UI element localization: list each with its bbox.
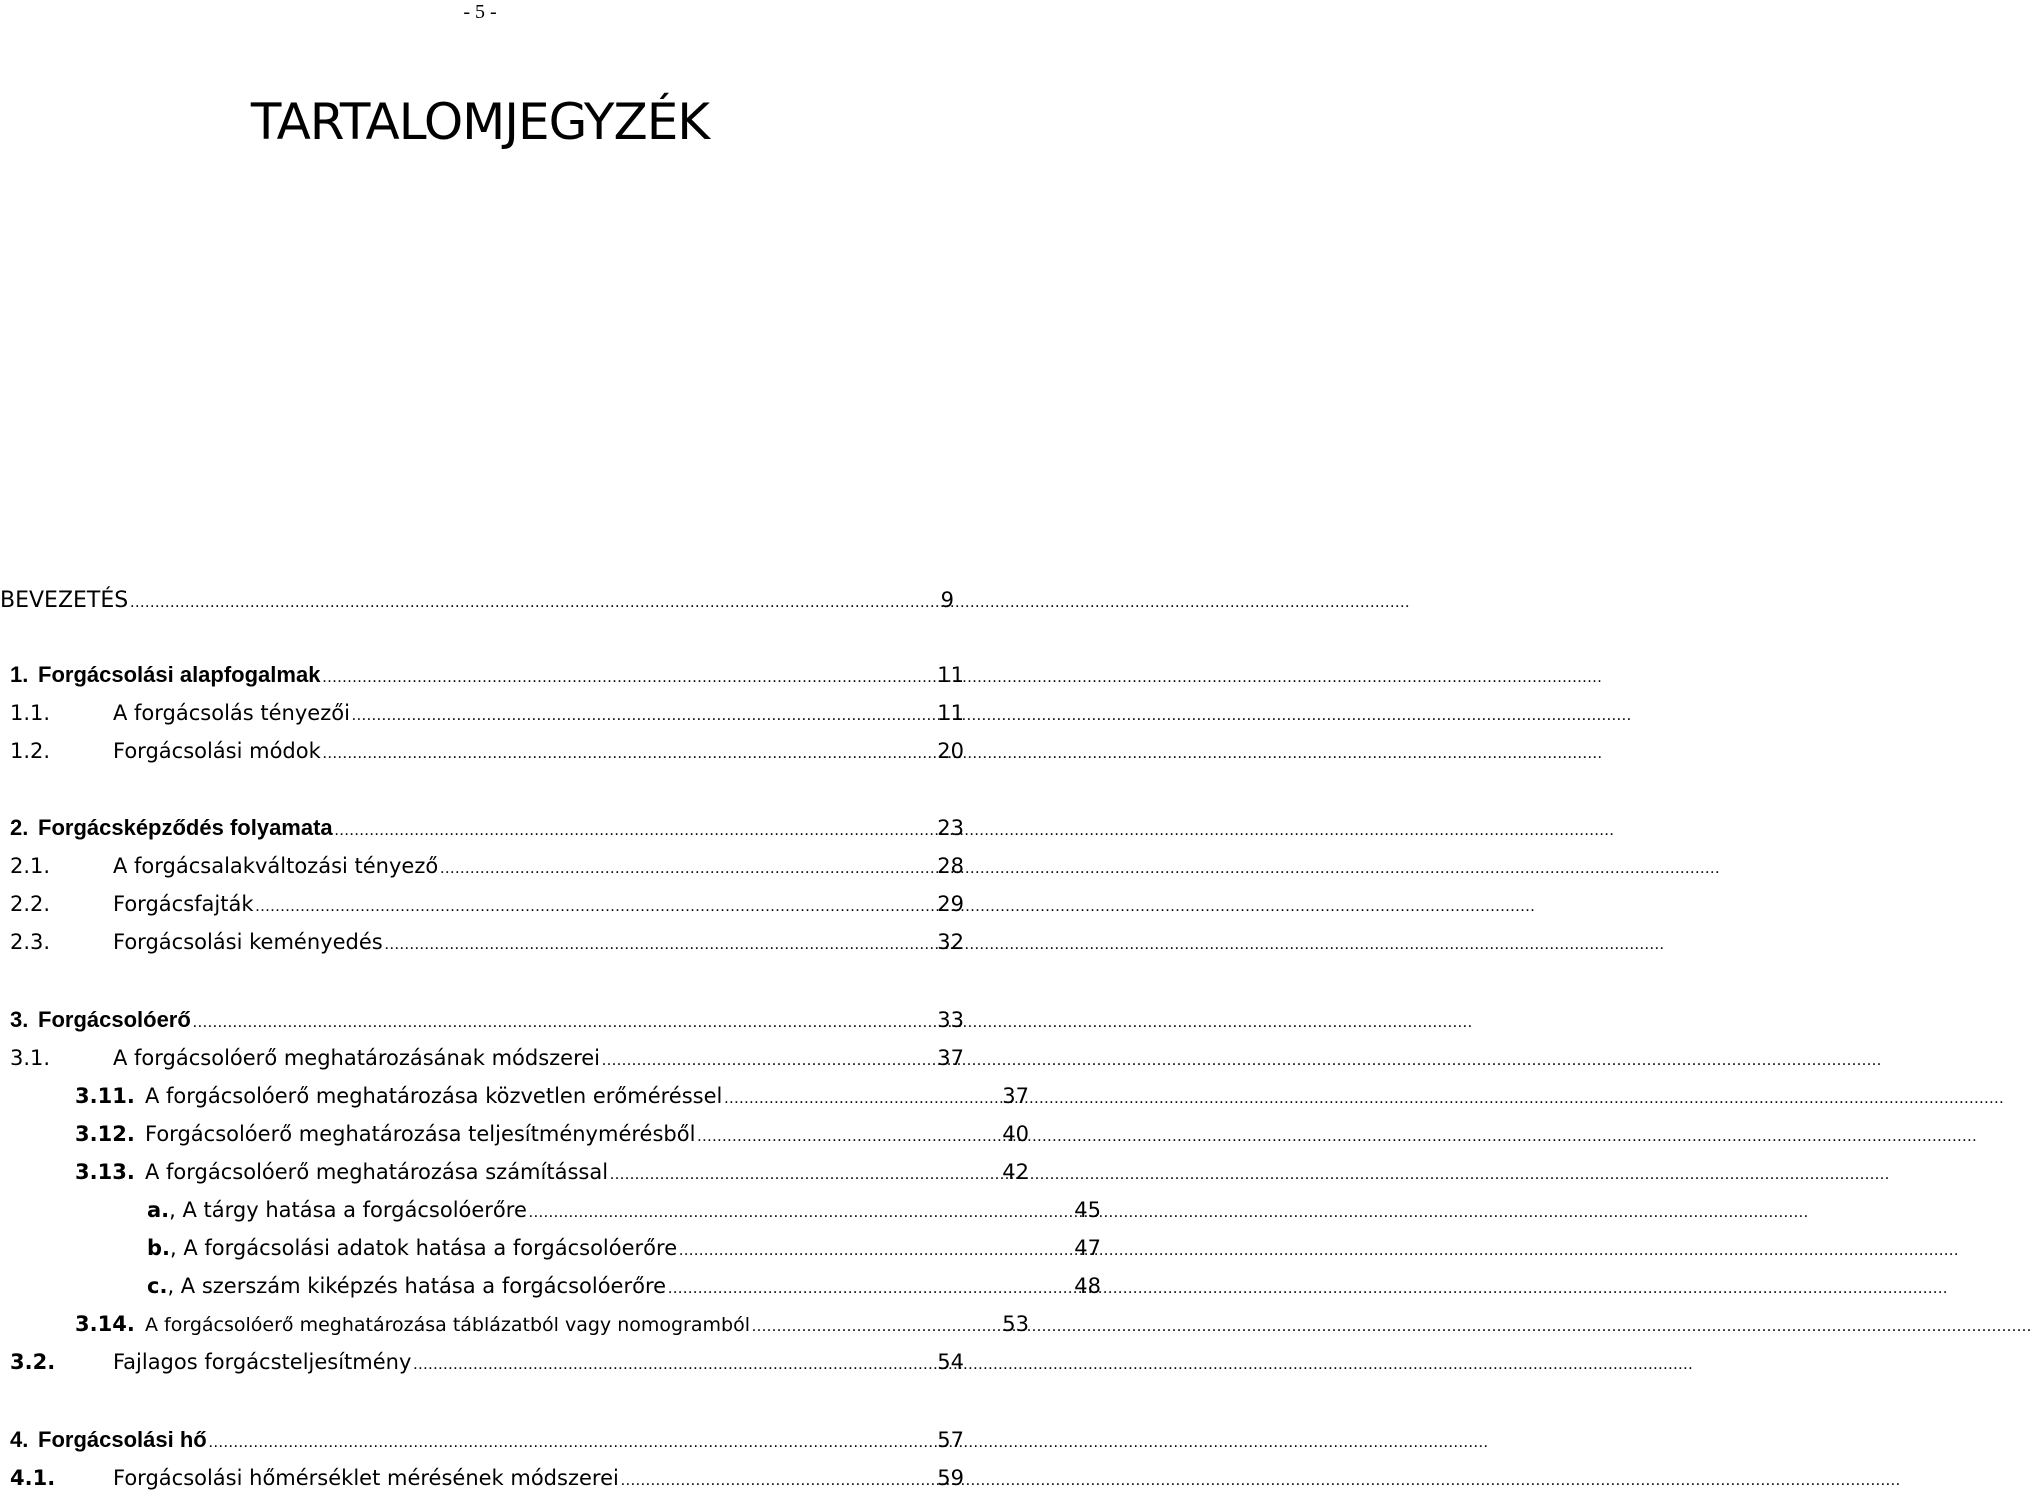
toc-leader-dots [752, 1312, 1000, 1342]
toc-entry-title: Forgácsfajták [113, 892, 254, 916]
toc-entry-3-2[interactable] [0, 1347, 964, 1377]
toc-page-number: 42 [1002, 1160, 1029, 1184]
toc-entry-title: A forgácsolóerő meghatározásának módszerei [113, 1046, 601, 1070]
toc-entry-number: 2. [10, 815, 29, 840]
toc-leader-dots [413, 1350, 935, 1380]
toc-entry-chapter-2[interactable] [0, 813, 964, 843]
toc-entry-title: Forgácsolási keményedés [113, 930, 383, 954]
toc-entry-number: 4. [10, 1427, 29, 1452]
toc-leader-dots [440, 854, 935, 884]
toc-entry-number: 3.14. [75, 1312, 135, 1336]
toc-entry-title: Forgácsolási módok [113, 739, 321, 763]
toc-entry-2-3[interactable] [0, 927, 964, 957]
toc-page-number: 28 [937, 854, 964, 878]
toc-entry-number: 4.1. [10, 1466, 56, 1490]
toc-entry-number: 2.3. [10, 930, 51, 954]
toc-entry-3-13-a[interactable] [0, 1195, 1101, 1225]
toc-entry-title: A forgácsolóerő meghatározása számítással [145, 1160, 609, 1184]
toc-leader-dots [352, 701, 935, 731]
toc-leader-dots [529, 1198, 1072, 1228]
toc-entry-number: 3.1. [10, 1046, 51, 1070]
toc-page-number: 40 [1002, 1122, 1029, 1146]
toc-entry-title: Forgácsolóerő meghatározása teljesítménymérésből [145, 1122, 696, 1146]
toc-page-number: 57 [937, 1428, 964, 1452]
toc-leader-dots [621, 1466, 935, 1496]
toc-entry-number: 3. [10, 1007, 29, 1032]
toc-leader-dots [209, 1428, 936, 1458]
toc-entry-4-1[interactable] [0, 1463, 964, 1493]
toc-page-number: 53 [1002, 1312, 1029, 1336]
toc-entry-3-11[interactable] [0, 1081, 1029, 1111]
toc-entry-3-13[interactable] [0, 1157, 1029, 1187]
toc-page-number: 48 [1074, 1274, 1101, 1298]
toc-entry-3-13-b[interactable] [0, 1233, 1101, 1263]
toc-entry-title: A forgácsalakváltozási tényező [113, 854, 439, 878]
toc-entry-3-12[interactable] [0, 1119, 1029, 1149]
toc-entry-number: 3.13. [75, 1160, 135, 1184]
toc-leader-dots [724, 1084, 1000, 1114]
toc-entry-title: , A forgácsolási adatok hatása a forgácsolóerőre [170, 1236, 678, 1260]
toc-leader-dots [602, 1046, 935, 1076]
toc-page-number: 45 [1074, 1198, 1101, 1222]
toc-page-number: 11 [937, 663, 964, 687]
toc-entry-title: Forgácsolási hőmérséklet mérésének módszerei [113, 1466, 619, 1490]
toc-page-number: 37 [937, 1046, 964, 1070]
toc-leader-dots [697, 1122, 1000, 1152]
toc-entry-chapter-1[interactable] [0, 660, 964, 690]
toc-page-number: 32 [937, 930, 964, 954]
toc-page-number: 11 [937, 701, 964, 725]
toc-page-number: 47 [1074, 1236, 1101, 1260]
toc-entry-title: BEVEZETÉS [0, 588, 129, 613]
toc-entry-chapter-4[interactable] [0, 1425, 964, 1455]
toc-leader-dots [610, 1160, 1000, 1190]
toc-entry-title: , A szerszám kiképzés hatása a forgácsolóerőre [167, 1274, 667, 1298]
toc-entry-title: A forgácsolás tényezői [113, 701, 350, 725]
page-title: TARTALOMJEGYZÉK [250, 93, 710, 151]
toc-leader-dots [322, 663, 935, 693]
toc-entry-number: 3.2. [10, 1350, 56, 1374]
toc-page-number: 33 [937, 1008, 964, 1032]
toc-entry-title: , A tárgy hatása a forgácsolóerőre [169, 1198, 527, 1222]
toc-entry-number: a. [147, 1198, 170, 1222]
toc-entry-number: 1. [10, 662, 29, 687]
toc-entry-title: Forgácsképződés folyamata [38, 815, 333, 840]
toc-page-number: 29 [937, 892, 964, 916]
toc-entry-number: 1.2. [10, 739, 51, 763]
toc-entry-bevezetes[interactable] [0, 585, 954, 615]
toc-entry-title: Forgácsolóerő [38, 1007, 191, 1032]
toc-entry-1-1[interactable] [0, 698, 964, 728]
toc-entry-title: A forgácsolóerő meghatározása közvetlen erőméréssel [145, 1084, 723, 1108]
page-number: - 5 - [463, 1, 497, 23]
toc-entry-title: A forgácsolóerő meghatározása táblázatból vagy nomogramból [145, 1314, 750, 1336]
toc-entry-title: Forgácsolási hő [38, 1427, 207, 1452]
toc-leader-dots [385, 930, 936, 960]
toc-page-number: 54 [937, 1350, 964, 1374]
toc-page-number: 37 [1002, 1084, 1029, 1108]
toc-page-number: 9 [940, 588, 954, 612]
toc-leader-dots [323, 739, 935, 769]
toc-leader-dots [130, 588, 938, 618]
toc-leader-dots [679, 1236, 1072, 1266]
toc-entry-number: c. [147, 1274, 168, 1298]
toc-entry-title: Fajlagos forgácsteljesítmény [113, 1350, 412, 1374]
toc-entry-number: 3.11. [75, 1084, 135, 1108]
toc-entry-3-13-c[interactable] [0, 1271, 1101, 1301]
toc-page-number: 23 [937, 816, 964, 840]
toc-entry-3-1[interactable] [0, 1043, 964, 1073]
toc-entry-number: b. [147, 1236, 171, 1260]
toc-entry-1-2[interactable] [0, 736, 964, 766]
toc-page-number: 59 [937, 1466, 964, 1490]
toc-entry-2-2[interactable] [0, 889, 964, 919]
toc-leader-dots [193, 1008, 935, 1038]
toc-entry-number: 1.1. [10, 701, 51, 725]
toc-entry-2-1[interactable] [0, 851, 964, 881]
toc-entry-number: 2.2. [10, 892, 51, 916]
toc-leader-dots [668, 1274, 1072, 1304]
toc-page-number: 20 [937, 739, 964, 763]
toc-entry-3-14[interactable] [0, 1309, 1029, 1339]
toc-entry-title: Forgácsolási alapfogalmak [38, 662, 321, 687]
toc-leader-dots [335, 816, 936, 846]
toc-entry-chapter-3[interactable] [0, 1005, 964, 1035]
toc-leader-dots [256, 892, 936, 922]
toc-entry-number: 3.12. [75, 1122, 135, 1146]
toc-entry-number: 2.1. [10, 854, 51, 878]
